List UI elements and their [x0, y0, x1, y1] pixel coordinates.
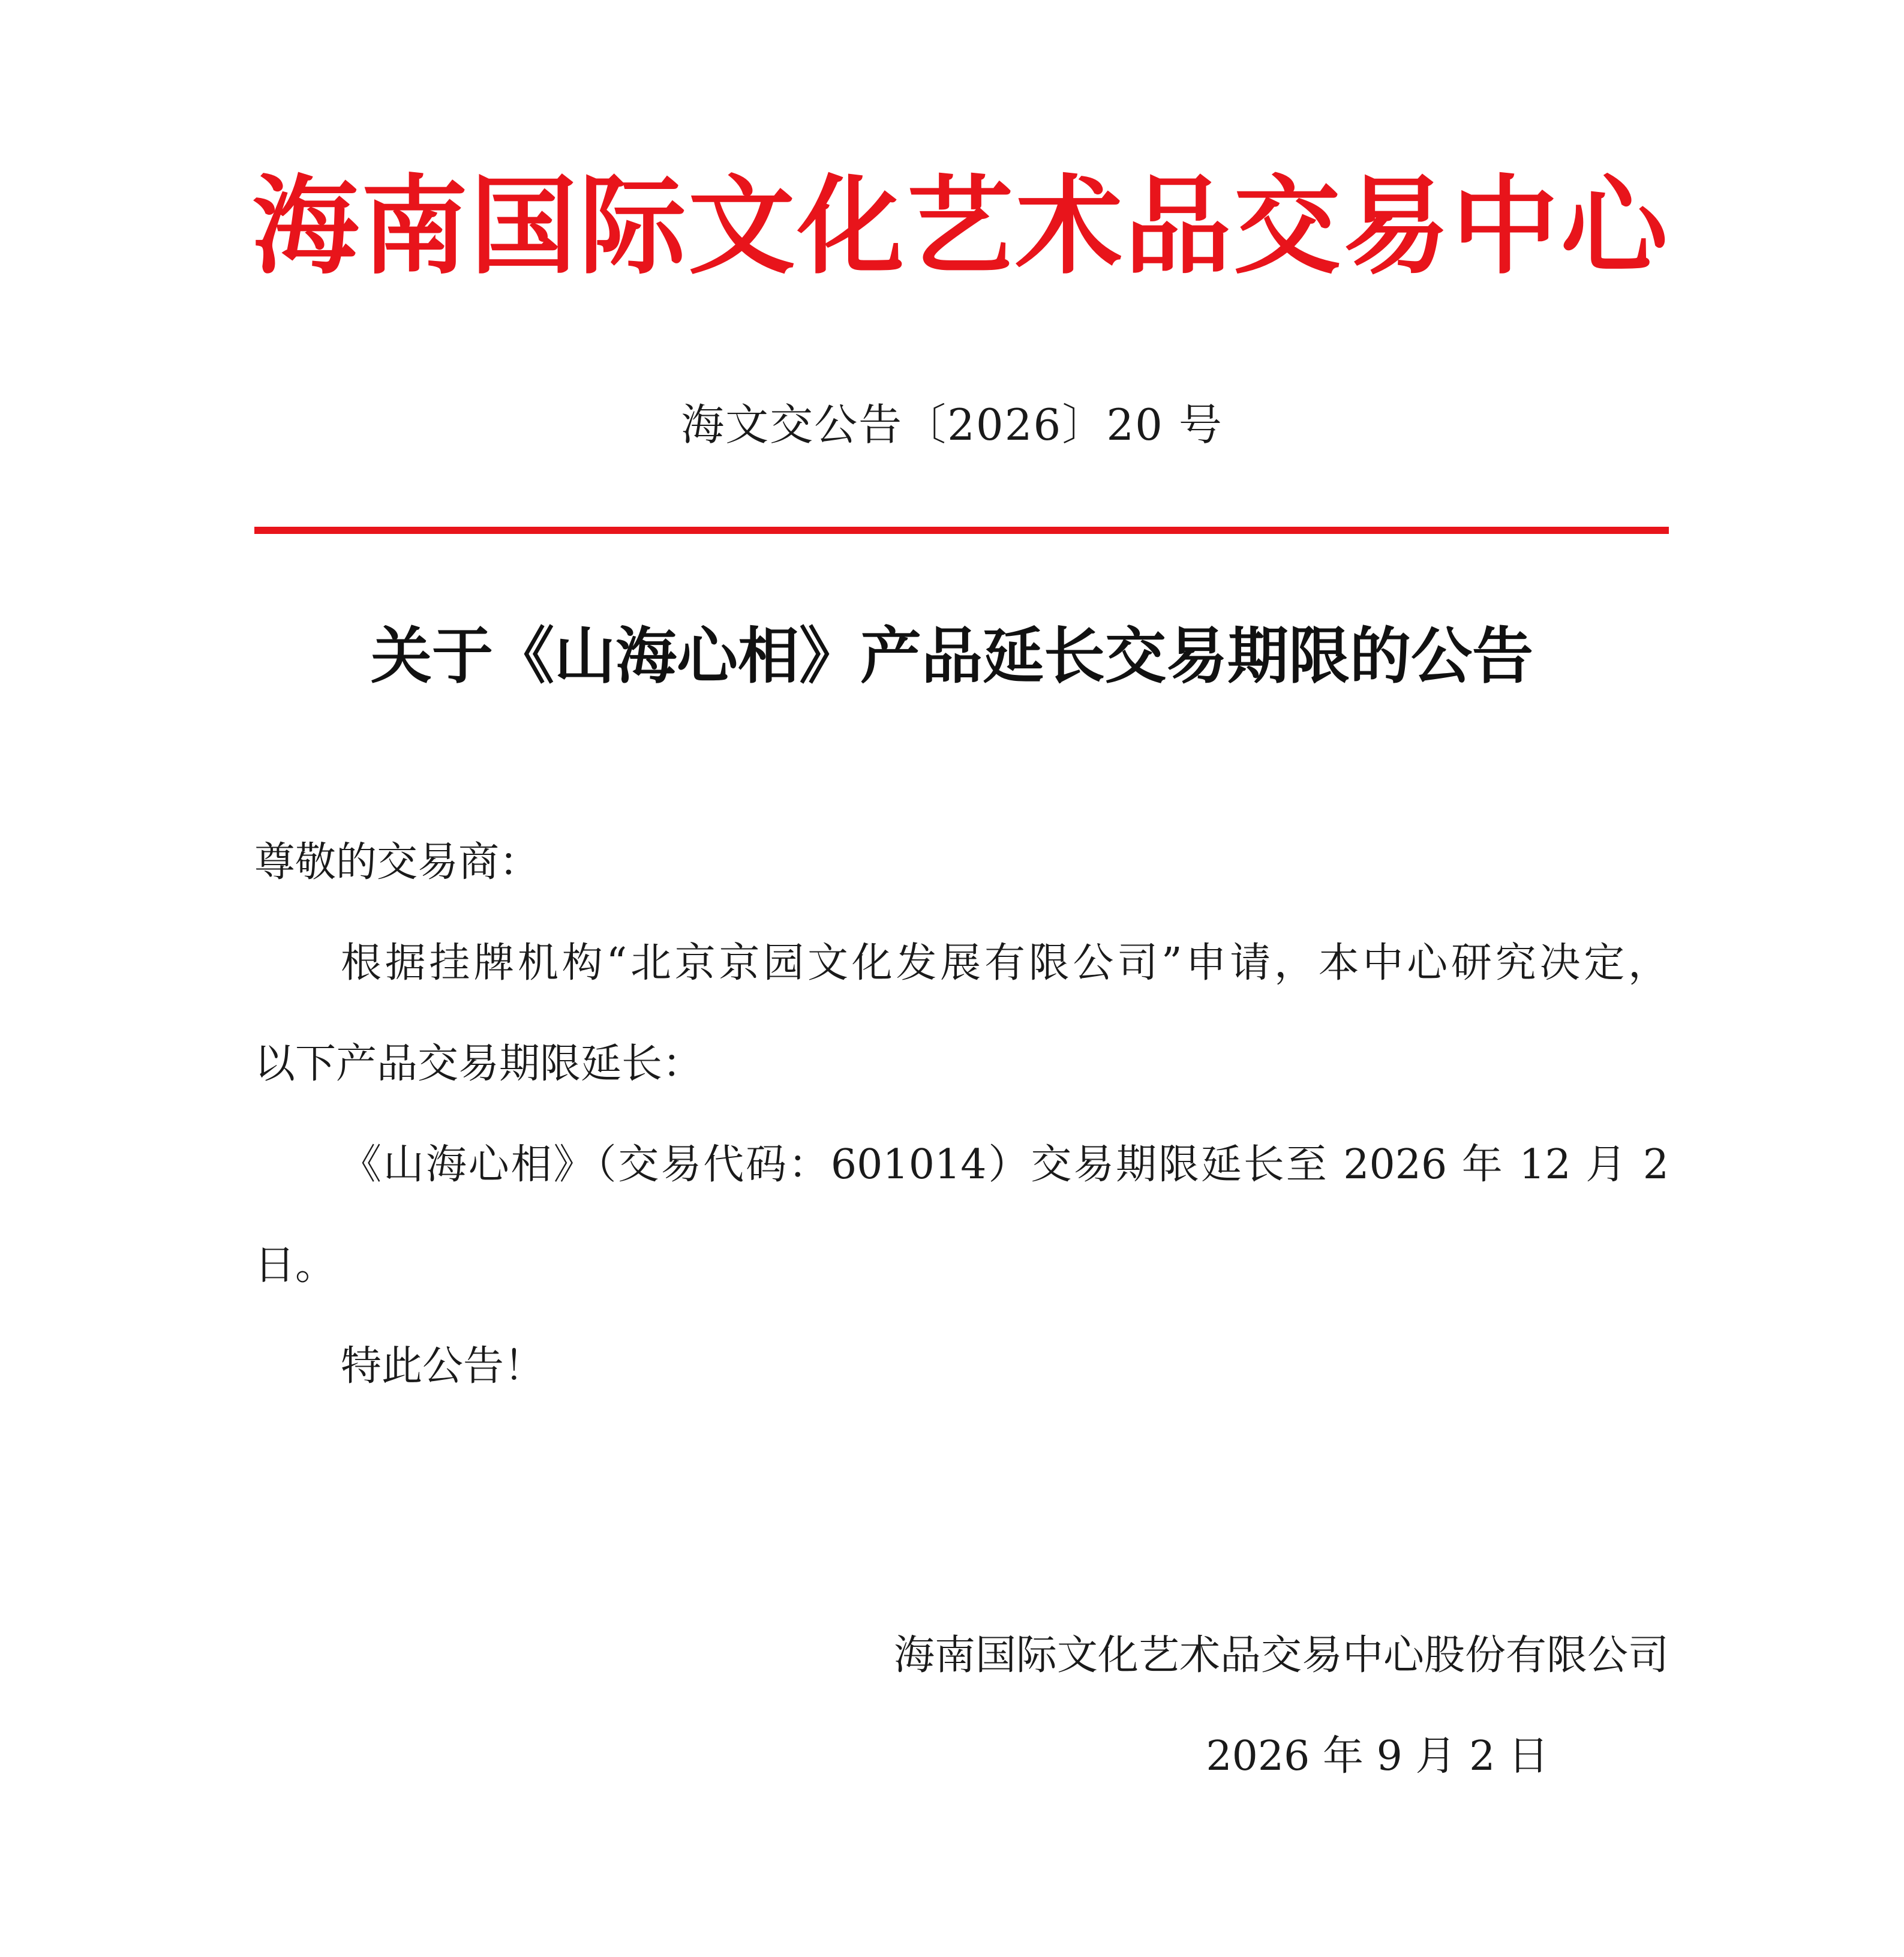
signature-company: 海南国际文化艺术品交易中心股份有限公司: [893, 1632, 1669, 1679]
closing-line: 特此公告！: [341, 1343, 545, 1390]
paragraph-1-line-1: 根据挂牌机构“北京京园文化发展有限公司”申请，本中心研究决定，: [341, 940, 1669, 987]
salutation: 尊敬的交易商：: [254, 839, 540, 886]
letterhead-char: 易: [1343, 163, 1450, 289]
letterhead-char: 艺: [906, 163, 1013, 289]
paragraph-2-line-1: 《山海心相》（交易代码：601014）交易期限延长至 2026 年 12 月 2: [341, 1141, 1669, 1188]
document-number: 海文交公告〔2026〕20 号: [681, 400, 1223, 450]
letterhead-char: 心: [1560, 163, 1668, 289]
letterhead-char: 际: [579, 163, 686, 289]
letterhead-char: 化: [797, 163, 905, 289]
letterhead-char: 交: [1233, 163, 1341, 289]
letterhead-char: 南: [361, 163, 468, 289]
letterhead-char: 中: [1452, 163, 1559, 289]
letterhead-char: 文: [688, 163, 795, 289]
red-divider: [254, 527, 1669, 534]
paragraph-2-line-2: 日。: [254, 1242, 337, 1289]
letterhead-title: [252, 157, 1668, 295]
letterhead-char: 国: [470, 163, 577, 289]
signature-date: 2026 年 9 月 2 日: [1206, 1733, 1549, 1780]
letterhead-char: 海: [252, 163, 359, 289]
letterhead-char: 术: [1015, 163, 1122, 289]
paragraph-1-line-2: 以下产品交易期限延长：: [254, 1040, 704, 1088]
letterhead-char: 品: [1124, 163, 1232, 289]
notice-title: 关于《山海心相》产品延长交易期限的公告: [371, 620, 1533, 692]
